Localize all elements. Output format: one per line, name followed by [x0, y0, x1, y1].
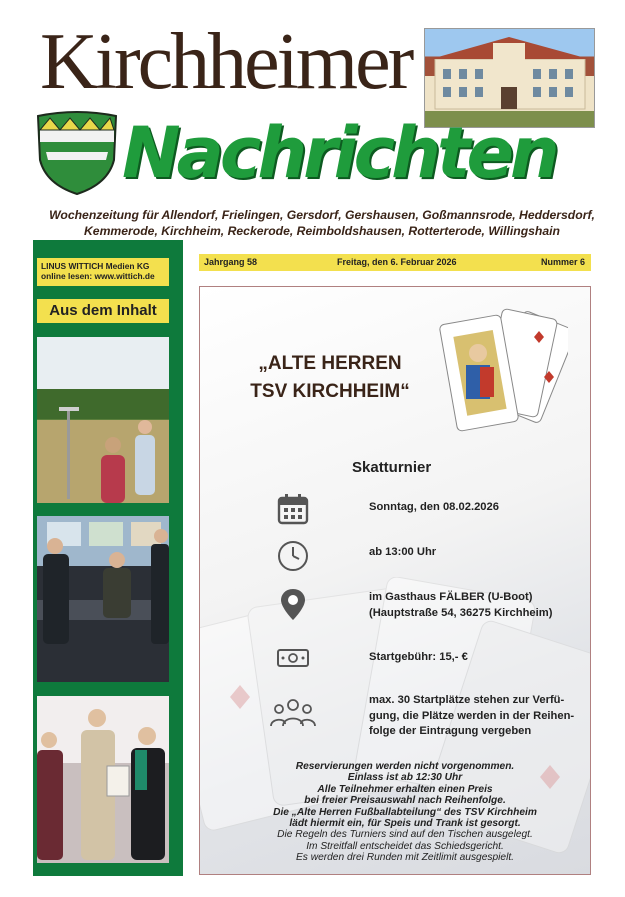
info-fee-line: Startgebühr: 15,- €: [369, 651, 468, 663]
award-scene-drawing: [37, 696, 169, 863]
people-icon: [270, 696, 316, 730]
info-location-line-2: (Hauptstraße 54, 36275 Kirchheim): [369, 606, 553, 619]
footer-line-5: Die „Alte Herren Fußballabteilung“ des TSV Kirchheim: [273, 806, 537, 818]
masthead-subline: [48, 207, 596, 239]
info-time: [369, 545, 591, 561]
info-date: [369, 500, 591, 516]
info-date-line: Sonntag, den 08.02.2026: [369, 501, 499, 513]
field-scene-drawing: [37, 337, 169, 503]
info-time-line: ab 13:00 Uhr: [369, 546, 437, 558]
poster-footer: [240, 761, 570, 864]
contents-photo-control-room[interactable]: [37, 516, 169, 682]
publisher-online: online lesen: www.wittich.de: [41, 271, 155, 281]
footer-line-2: Einlass ist ab 12:30 Uhr: [347, 772, 463, 784]
poster-title-line-2: TSV KIRCHHEIM“: [250, 381, 410, 402]
contents-photo-award[interactable]: [37, 696, 169, 863]
contents-heading: Aus dem Inhalt: [37, 299, 169, 323]
event-name: Skatturnier: [352, 459, 432, 476]
control-room-drawing: [37, 516, 169, 682]
info-location: [369, 590, 591, 621]
location-pin-icon: [276, 587, 310, 621]
clock-icon: [276, 539, 310, 573]
info-seats-line-1: max. 30 Startplätze stehen zur Verfü-: [369, 694, 565, 706]
masthead-title-top: Kirchheimer: [40, 18, 412, 106]
masthead-title-bottom: Nachrichten: [122, 112, 556, 194]
footer-line-7: Die Regeln des Turniers sind auf den Tischen ausgelegt.: [277, 829, 533, 841]
publisher-name: LINUS WITTICH Medien KG: [41, 261, 150, 271]
footer-line-6: lädt hiermit ein, für Speis und Trank ist gesorgt.: [289, 818, 521, 830]
footer-line-4: bei freier Preisauswahl nach Reihenfolge.: [304, 795, 506, 807]
publisher-box: [37, 258, 169, 286]
info-seats: [369, 693, 591, 740]
masthead-subline-1: Wochenzeitung für Allendorf, Frielingen, Gersdorf, Gershausen, Goßmannsrode, Heddersdorf,: [49, 208, 595, 222]
info-location-line-1: im Gasthaus FÄLBER (U-Boot): [369, 591, 533, 603]
info-fee: [369, 650, 591, 666]
footer-line-8: Im Streitfall entscheidet das Schiedsgericht.: [306, 840, 504, 852]
poster-title-line-1: „ALTE HERREN: [258, 353, 402, 374]
issue-number: Nummer 6: [540, 257, 585, 267]
footer-line-9: Es werden drei Runden mit Zeitlimit ausgespielt.: [296, 852, 514, 864]
info-seats-line-3: folge der Eintragung vergeben: [369, 725, 532, 737]
footer-line-3: Alle Teilnehmer erhalten einen Preis: [317, 783, 493, 795]
money-icon: [276, 641, 310, 675]
coat-of-arms-icon: [34, 108, 120, 196]
info-seats-line-2: gung, die Plätze werden in der Reihen-: [369, 709, 575, 722]
poster-title: [230, 350, 430, 406]
issue-date: Freitag, den 6. Februar 2026: [337, 257, 457, 267]
footer-line-1: Reservierungen werden nicht vorgenommen.: [295, 761, 515, 772]
contents-photo-field[interactable]: [37, 337, 169, 503]
skat-cards-image: [434, 307, 568, 434]
calendar-icon: [276, 492, 310, 526]
masthead-subline-2: Kemmerode, Kirchheim, Reckerode, Reimboldshausen, Rotterterode, Willingshain: [84, 224, 560, 238]
issue-bar: [199, 254, 591, 271]
issue-volume: Jahrgang 58: [204, 257, 258, 267]
